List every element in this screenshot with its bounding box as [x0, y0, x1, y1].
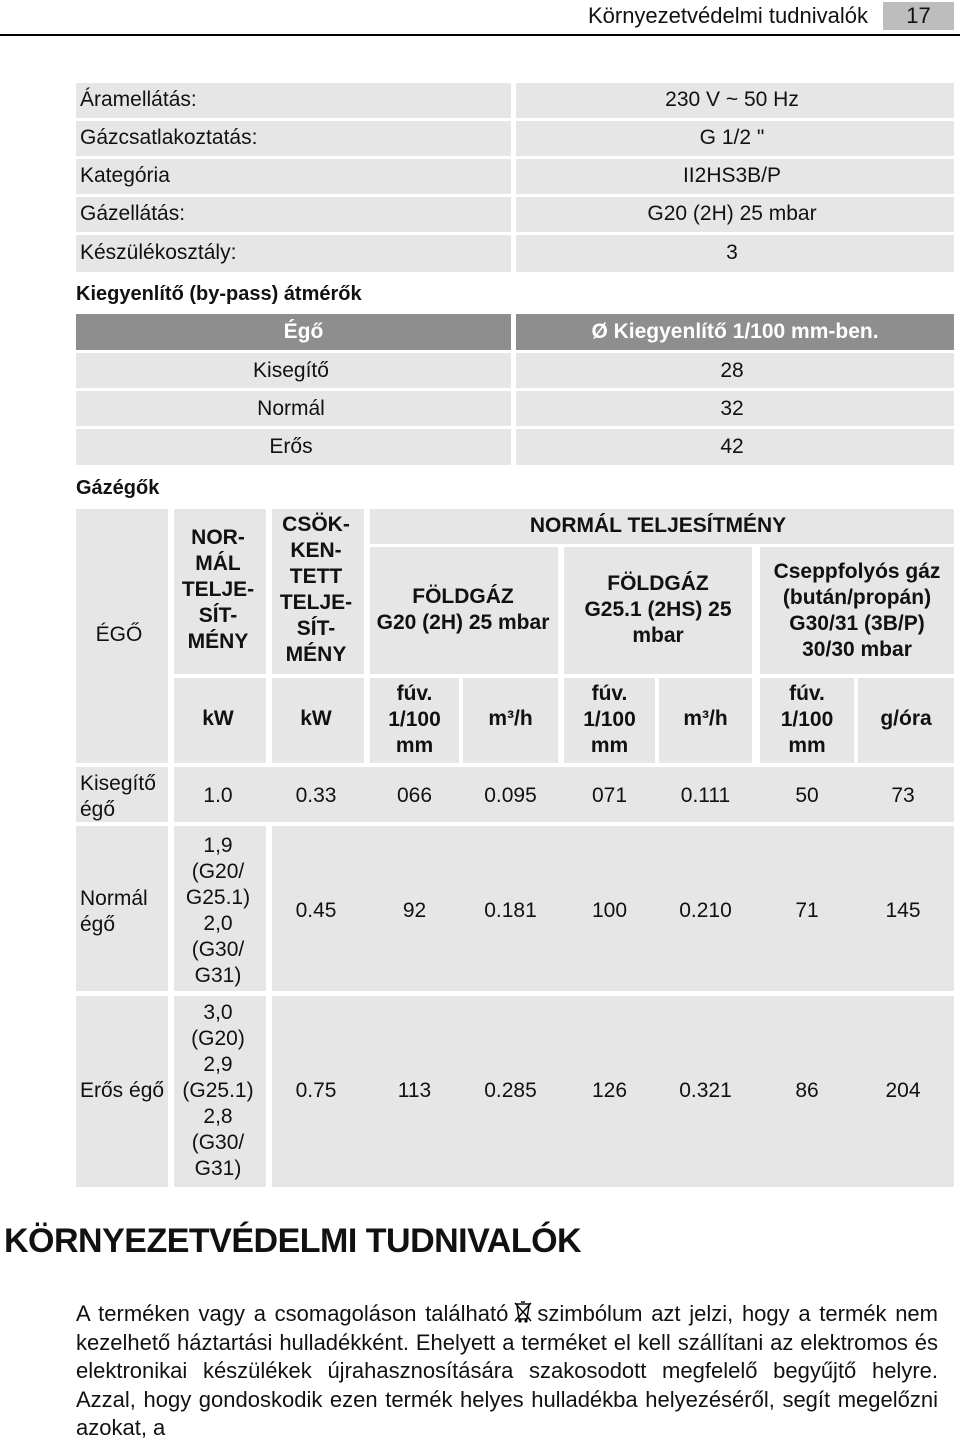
- spec-value: 230 V ~ 50 Hz: [665, 88, 799, 111]
- burner-name: Normál égő: [80, 887, 148, 936]
- unit-kw: kW: [300, 707, 332, 730]
- val-g20-flow: 0.181: [484, 899, 537, 922]
- spec-label: Kategória: [80, 164, 170, 187]
- environment-text: [76, 1300, 938, 1443]
- hdr-g25: FÖLDGÁZ G25.1 (2HS) 25 mbar: [584, 572, 732, 647]
- environment-title: KÖRNYEZETVÉDELMI TUDNIVALÓK: [4, 1222, 582, 1260]
- val-lpg-flow: 145: [885, 899, 921, 922]
- env-text-after: szimbólum azt jelzi, hogy a termék nem kezelhető háztartási hulladékként. Ehelyett a terméket el kell szállítani az elektromos és elektronikai készülékek újrahasznosítására szakosodott megfelelő begyűjtő helyre. Azzal, hogy gondoskodik ezen termék helyes hulladékba helyezéséről, segít megelőzni azokat, a: [76, 1301, 938, 1440]
- spec-label: Áramellátás:: [80, 88, 197, 111]
- hdr-g20: FÖLDGÁZ G20 (2H) 25 mbar: [376, 585, 550, 634]
- bypass-col-burner: Égő: [283, 320, 324, 343]
- page-number: 17: [883, 2, 954, 30]
- bypass-section-title: Kiegyenlítő (by-pass) átmérők: [76, 283, 362, 305]
- val-g25-flow: 0.111: [680, 784, 731, 807]
- spec-label: Készülékosztály:: [80, 241, 237, 264]
- burners-section-title: Gázégők: [76, 477, 160, 499]
- val-normal: 3,0 (G20) 2,9 (G25.1) 2,8 (G30/ G31): [182, 1001, 254, 1180]
- spec-value: G20 (2H) 25 mbar: [647, 202, 817, 225]
- val-g20-nozzle: 113: [397, 1079, 432, 1102]
- bypass-burner: Erős: [269, 435, 313, 458]
- hdr-normal: NOR- MÁL TELJE- SÍT- MÉNY: [181, 526, 255, 653]
- burner-name: Kisegítő égő: [80, 772, 156, 821]
- unit-kw: kW: [202, 707, 234, 730]
- crossed-out-wheelie-bin-icon: [512, 1300, 534, 1324]
- unit-gph: g/óra: [880, 707, 932, 730]
- val-g20-flow: 0.095: [484, 784, 537, 807]
- bypass-value: 28: [720, 359, 744, 382]
- val-g20-nozzle: 92: [402, 899, 427, 922]
- val-normal: 1.0: [203, 784, 233, 807]
- env-text-before: A terméken vagy a csomagoláson található: [76, 1301, 509, 1326]
- bypass-col-diameter: Ø Kiegyenlítő 1/100 mm-ben.: [591, 320, 879, 343]
- hdr-normal-perf: NORMÁL TELJESÍTMÉNY: [529, 514, 787, 537]
- bypass-value: 42: [720, 435, 744, 458]
- header-title: Környezetvédelmi tudnivalók: [587, 3, 868, 28]
- val-lpg-nozzle: 86: [795, 1079, 819, 1102]
- spec-value: 3: [726, 241, 738, 264]
- val-reduced: 0.75: [295, 1079, 337, 1102]
- val-reduced: 0.45: [295, 899, 337, 922]
- val-lpg-flow: 73: [891, 784, 915, 807]
- unit-nozzle: fúv. 1/100 mm: [388, 682, 441, 757]
- hdr-reduced: CSÖK- KEN- TETT TELJE- SÍT- MÉNY: [279, 513, 353, 666]
- val-lpg-nozzle: 50: [795, 784, 819, 807]
- val-lpg-flow: 204: [885, 1079, 921, 1102]
- spec-value: II2HS3B/P: [682, 164, 782, 187]
- val-g25-nozzle: 100: [591, 899, 628, 922]
- val-g20-nozzle: 066: [396, 784, 433, 807]
- hdr-lpg: Cseppfolyós gáz (bután/propán) G30/31 (3B/P) 30/30 mbar: [773, 560, 941, 661]
- spec-label: Gázellátás:: [80, 202, 186, 225]
- page-header: [0, 0, 960, 34]
- val-g25-flow: 0.321: [679, 1079, 732, 1102]
- spec-label: Gázcsatlakoztatás:: [80, 126, 258, 149]
- unit-nozzle: fúv. 1/100 mm: [583, 682, 636, 757]
- unit-nozzle: fúv. 1/100 mm: [780, 682, 834, 757]
- bypass-burner: Kisegítő: [253, 359, 329, 382]
- unit-flow: m³/h: [488, 707, 533, 730]
- val-g25-flow: 0.210: [679, 899, 732, 922]
- val-g25-nozzle: 126: [591, 1079, 628, 1102]
- hdr-burner: ÉGŐ: [95, 623, 143, 646]
- val-g20-flow: 0.285: [484, 1079, 537, 1102]
- val-lpg-nozzle: 71: [795, 899, 819, 922]
- val-g25-nozzle: 071: [591, 784, 628, 807]
- spec-value: G 1/2 ": [699, 126, 765, 149]
- burner-name: Erős égő: [80, 1079, 165, 1102]
- bypass-value: 32: [720, 397, 744, 420]
- bypass-burner: Normál: [257, 397, 325, 420]
- header-rule: [0, 34, 960, 36]
- val-normal: 1,9 (G20/ G25.1) 2,0 (G30/ G31): [185, 834, 251, 987]
- unit-flow: m³/h: [683, 707, 728, 730]
- val-reduced: 0.33: [295, 784, 337, 807]
